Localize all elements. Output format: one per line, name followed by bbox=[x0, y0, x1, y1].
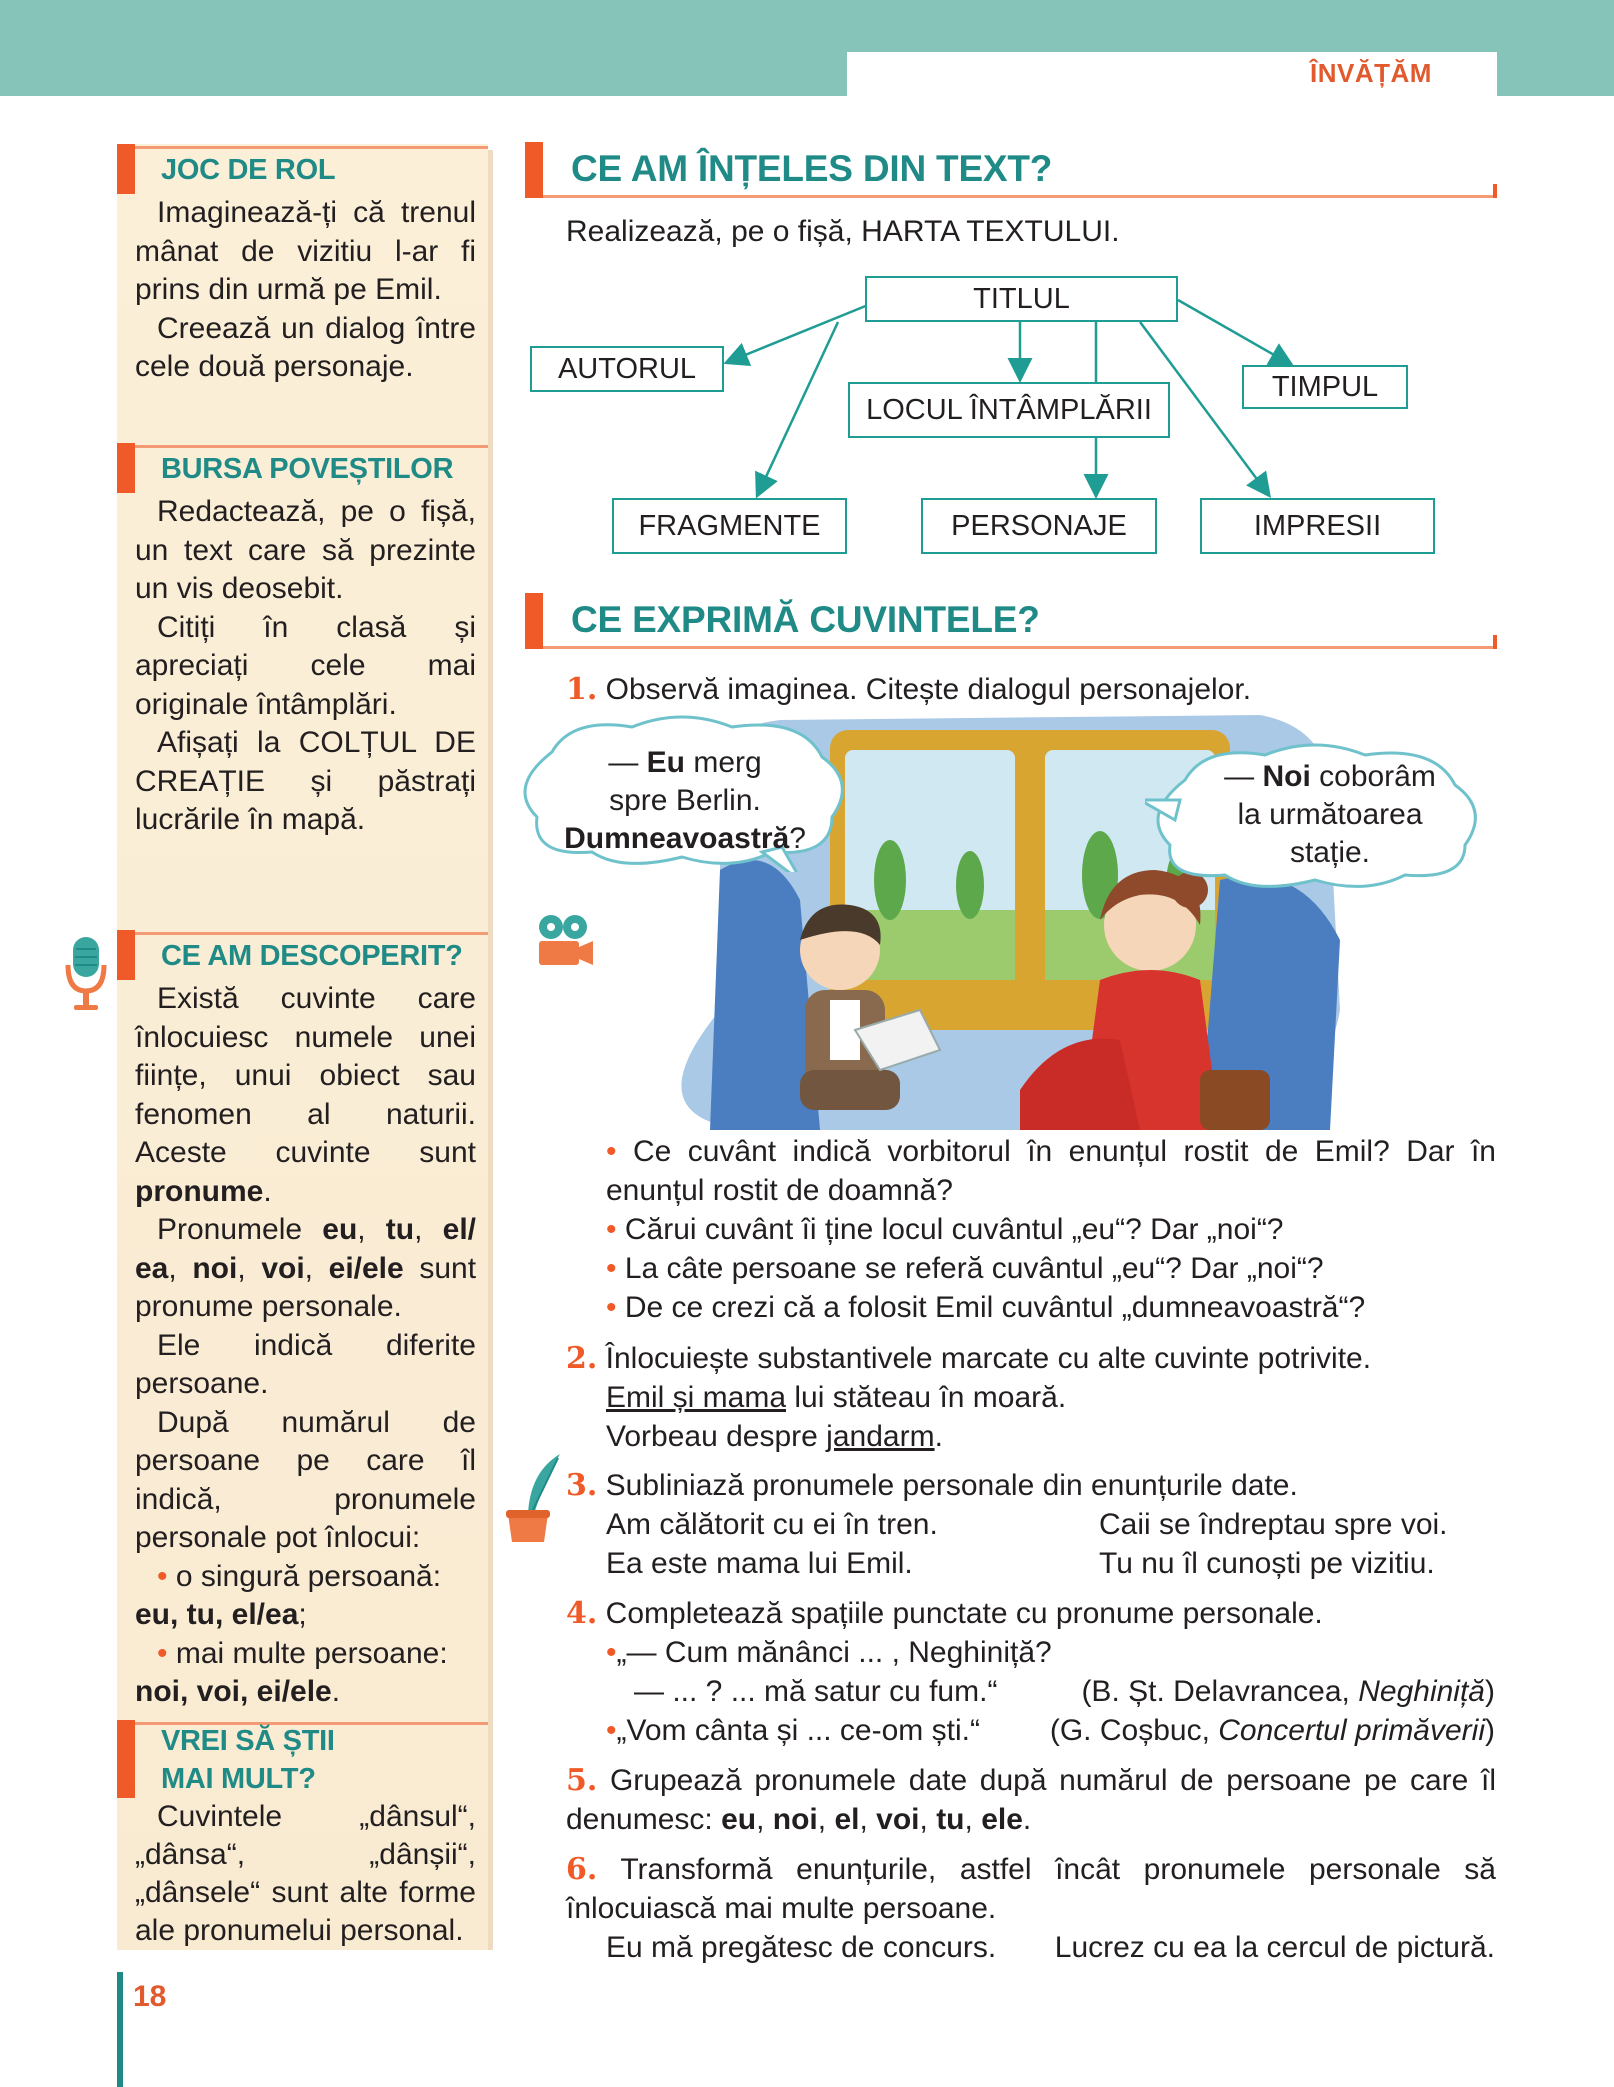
text-run: Există cuvinte care înlocuiesc numele unei ființe, unui obiect sau fenomen al naturii. Aceste cuvinte sunt bbox=[135, 982, 476, 1169]
question-2 bbox=[606, 1211, 1284, 1250]
quote-line: — ... ? ... mă satur cu fum.“ bbox=[634, 1675, 998, 1708]
map-node-author: AUTORUL bbox=[530, 346, 724, 392]
sidebar-title: JOC DE ROL bbox=[161, 154, 336, 186]
pronoun: ei/ele bbox=[328, 1251, 404, 1285]
pronoun: voi bbox=[261, 1251, 305, 1285]
text-run: Înlocuiește substantivele marcate cu alte cuvinte potrivite. bbox=[597, 1342, 1372, 1375]
bullet-icon: • bbox=[606, 1252, 617, 1285]
paragraph: Afișați la COLȚUL DE CREAȚIE și păstrați lucrările în mapă. bbox=[135, 726, 476, 836]
text-run: ? bbox=[789, 822, 806, 855]
text-run: coborâm bbox=[1310, 760, 1436, 793]
paragraph: Creează un dialog între cele două personaje. bbox=[135, 311, 476, 383]
bullet-icon: • bbox=[606, 1213, 617, 1246]
text-run: Ce cuvânt indică vorbitorul în enunțul rostit de Emil? Dar în bbox=[616, 1135, 1496, 1168]
text-run: „Vom cânta și ... ce-om ști.“ bbox=[616, 1714, 980, 1747]
dialogue-doamna bbox=[1195, 758, 1465, 872]
sentence: Eu mă pregătesc de concurs. bbox=[606, 1931, 997, 1964]
text-run: „— Cum mănânci ... , Neghiniță? bbox=[616, 1636, 1052, 1669]
exercise-number: 4. bbox=[566, 1596, 598, 1631]
heading-marker bbox=[525, 593, 543, 649]
pronoun: noi bbox=[772, 1803, 818, 1836]
section-heading-ce-exprima bbox=[525, 593, 1497, 649]
dialogue-emil bbox=[540, 744, 830, 858]
text-run: Transformă enunțurile, astfel încât pronumele personale să bbox=[597, 1853, 1496, 1886]
bullet-icon: • bbox=[606, 1291, 617, 1324]
pronoun: Eu bbox=[646, 746, 685, 779]
question-4 bbox=[606, 1289, 1365, 1328]
section-title: CE EXPRIMĂ CUVINTELE? bbox=[571, 599, 1040, 640]
title-line: VREI SĂ ȘTII bbox=[161, 1725, 335, 1757]
exercise-number: 5. bbox=[566, 1763, 598, 1798]
map-node-characters: PERSONAJE bbox=[921, 498, 1157, 554]
exercise-number: 6. bbox=[566, 1852, 598, 1887]
map-node-impressions: IMPRESII bbox=[1200, 498, 1435, 554]
question-1-cont: enunțul rostit de doamnă? bbox=[606, 1174, 953, 1207]
keyword: pronume bbox=[135, 1174, 264, 1208]
sidebar-text bbox=[117, 194, 488, 387]
section-heading-ce-am-inteles bbox=[525, 142, 1497, 198]
map-node-title: TITLUL bbox=[865, 276, 1178, 322]
pronoun: eu bbox=[721, 1803, 757, 1836]
microphone-icon bbox=[64, 935, 108, 1015]
sidebar-title bbox=[161, 1722, 335, 1798]
paragraph: Ele indică diferite persoane. bbox=[135, 1328, 476, 1400]
dialogue-line bbox=[540, 744, 830, 782]
heading-marker bbox=[117, 144, 135, 194]
sidebar-box-bursa-povestilor bbox=[117, 443, 488, 840]
text-run: Completează spațiile punctate cu pronume personale. bbox=[597, 1597, 1323, 1630]
bullet-icon: • bbox=[606, 1636, 617, 1669]
paragraph: După numărul de persoane pe care îl indică, pronumele personale pot înlocui: bbox=[135, 1405, 476, 1554]
bullet-icon: • bbox=[606, 1714, 617, 1747]
exercise-6-prompt bbox=[566, 1851, 1496, 1890]
map-node-fragments: FRAGMENTE bbox=[612, 498, 847, 554]
pronoun: noi bbox=[192, 1251, 238, 1285]
bullet-item bbox=[135, 1635, 476, 1674]
sidebar-title: BURSA POVEȘTILOR bbox=[161, 453, 454, 485]
sidebar-box-vrei-sa-stii bbox=[117, 1720, 488, 1950]
work-title: Neghiniță bbox=[1358, 1675, 1485, 1708]
heading-rule bbox=[135, 146, 488, 149]
exercise-6-line-2: înlocuiască mai multe persoane. bbox=[566, 1892, 997, 1925]
pronoun-list: noi, voi, ei/ele bbox=[135, 1675, 332, 1708]
heading-rule bbox=[543, 646, 1497, 649]
map-node-place: LOCUL ÎNTÂMPLĂRII bbox=[848, 382, 1170, 438]
sidebar-heading bbox=[117, 1720, 488, 1798]
sidebar-heading bbox=[117, 443, 488, 493]
page-number-bar bbox=[117, 1972, 123, 2087]
map-instruction: Realizează, pe o fișă, HARTA TEXTULUI. bbox=[566, 215, 1120, 248]
page-number: 18 bbox=[133, 1980, 167, 2013]
bullet-icon: • bbox=[157, 1636, 168, 1670]
title-line: MAI MULT? bbox=[161, 1763, 316, 1795]
exercise-2-line-1 bbox=[606, 1379, 1066, 1418]
text-run: . bbox=[1022, 1803, 1032, 1836]
exercise-4-prompt bbox=[566, 1595, 1323, 1634]
section-tab-label: ÎNVĂȚĂM bbox=[1310, 58, 1432, 88]
sidebar-heading bbox=[117, 144, 488, 194]
text-run: (G. Coșbuc, bbox=[1049, 1714, 1219, 1747]
exercise-3-prompt bbox=[566, 1467, 1298, 1506]
quote-source bbox=[1050, 1712, 1495, 1751]
bullet-icon: • bbox=[606, 1135, 617, 1168]
paragraph: Imaginează-ți că trenul mânat de vizitiu l-ar fi prins din urmă pe Emil. bbox=[135, 196, 476, 306]
quote-line bbox=[606, 1634, 1052, 1673]
sidebar-box-ce-am-descoperit bbox=[117, 930, 488, 1712]
text-run: lui stăteau în moară. bbox=[786, 1381, 1067, 1414]
text-run: denumesc: bbox=[566, 1803, 722, 1836]
pronoun: eu bbox=[322, 1213, 358, 1246]
text-run: Grupează pronumele date după numărul de persoane pe care îl bbox=[597, 1764, 1496, 1797]
sentence: Lucrez cu ea la cercul de pictură. bbox=[1054, 1931, 1495, 1964]
heading-marker bbox=[117, 930, 135, 980]
text-run: Observă imaginea. Citește dialogul personajelor. bbox=[597, 673, 1252, 706]
work-title: Concertul primăverii bbox=[1218, 1714, 1485, 1747]
sentence: Am călătorit cu ei în tren. bbox=[606, 1508, 938, 1541]
text-run: Cărui cuvânt îi ține locul cuvântul „eu“? Dar „noi“? bbox=[616, 1213, 1284, 1246]
question-1 bbox=[606, 1133, 1496, 1172]
exercise-number: 3. bbox=[566, 1468, 598, 1503]
dialogue-line bbox=[540, 820, 830, 858]
pronoun: tu bbox=[385, 1213, 415, 1246]
heading-rule bbox=[543, 195, 1497, 198]
paragraph bbox=[135, 980, 476, 1211]
text-run: La câte persoane se referă cuvântul „eu“? Dar „noi“? bbox=[616, 1252, 1324, 1285]
heading-marker bbox=[117, 1720, 135, 1798]
text-run: — bbox=[608, 746, 647, 779]
exercise-5-prompt bbox=[566, 1762, 1496, 1801]
sentence: Tu nu îl cunoști pe vizitiu. bbox=[1099, 1547, 1435, 1580]
sentence: Caii se îndreptau spre voi. bbox=[1099, 1508, 1448, 1541]
bullet-list: noi, voi, ei/ele. bbox=[135, 1675, 341, 1708]
pronoun: Dumneavoastră bbox=[564, 822, 790, 855]
heading-marker bbox=[117, 443, 135, 493]
question-3 bbox=[606, 1250, 1324, 1289]
text-run: De ce crezi că a folosit Emil cuvântul „dumneavoastră“? bbox=[616, 1291, 1366, 1324]
paragraph: Redactează, pe o fișă, un text care să prezinte un vis deosebit. bbox=[135, 495, 476, 605]
heading-tick bbox=[1493, 635, 1497, 649]
exercise-number: 1. bbox=[566, 672, 598, 707]
sidebar-title: CE AM DESCOPERIT? bbox=[161, 940, 463, 972]
sidebar-heading bbox=[117, 930, 488, 980]
exercise-2-line-2 bbox=[606, 1418, 943, 1457]
sidebar-box-joc-de-rol bbox=[117, 144, 488, 387]
dialogue-line bbox=[1195, 758, 1465, 796]
text-run: Subliniază pronumele personale din enunțurile date. bbox=[597, 1469, 1298, 1502]
exercise-5-line-2: denumesc: eu, noi, el, voi, tu, ele. bbox=[566, 1803, 1032, 1836]
text-run: . bbox=[934, 1420, 943, 1453]
exercise-number: 2. bbox=[566, 1341, 598, 1376]
film-camera-icon bbox=[533, 913, 597, 969]
dialogue-line: spre Berlin. bbox=[609, 784, 761, 817]
bullet-icon: • bbox=[157, 1559, 168, 1593]
paragraph: Citiți în clasă și apreciați cele mai originale întâmplări. bbox=[135, 610, 476, 721]
dialogue-line: la următoarea bbox=[1237, 798, 1423, 831]
pronoun: tu bbox=[936, 1803, 965, 1836]
sidebar-text bbox=[117, 493, 488, 840]
text-run: o singură persoană: bbox=[167, 1559, 442, 1593]
text-run: merg bbox=[685, 746, 762, 779]
sidebar-text bbox=[117, 980, 488, 1712]
heading-rule bbox=[135, 932, 488, 935]
text-run: Vorbeau despre bbox=[606, 1420, 827, 1453]
text-run: . bbox=[263, 1174, 272, 1208]
dialogue-line: stație. bbox=[1289, 836, 1371, 869]
paragraph: Cuvintele „dânsul“, „dânsa“, „dânșii“, „dânsele“ sunt alte forme ale pronumelui personal. bbox=[135, 1800, 476, 1947]
quote-source bbox=[1081, 1673, 1495, 1712]
pronoun: Noi bbox=[1262, 760, 1311, 793]
sentence: Ea este mama lui Emil. bbox=[606, 1547, 913, 1580]
text-run: Pronumele bbox=[157, 1213, 323, 1246]
quote-line bbox=[606, 1712, 980, 1751]
quill-inkpot-icon bbox=[500, 1452, 566, 1544]
exercise-1-prompt bbox=[566, 671, 1251, 710]
heading-rule bbox=[135, 445, 488, 448]
text-run: (B. Șt. Delavrancea, bbox=[1081, 1675, 1359, 1708]
pronoun: ele bbox=[981, 1803, 1023, 1836]
text-run: — bbox=[1224, 760, 1263, 793]
marked-noun: Emil și mama bbox=[606, 1381, 787, 1414]
map-node-time: TIMPUL bbox=[1242, 365, 1408, 409]
bullet-list: eu, tu, el/ea; bbox=[135, 1598, 307, 1631]
paragraph: Pronumele eu, tu, el/ ea, noi, voi, ei/ele sunt pronume personale. bbox=[135, 1213, 477, 1323]
sidebar-text bbox=[117, 1798, 488, 1950]
pronoun: voi bbox=[876, 1803, 920, 1836]
bullet-item bbox=[135, 1558, 476, 1597]
marked-noun: jandarm bbox=[826, 1420, 935, 1453]
exercise-2-prompt bbox=[566, 1340, 1371, 1379]
pronoun: el bbox=[834, 1803, 860, 1836]
text-run: sunt pronume personale. bbox=[135, 1251, 477, 1323]
heading-tick bbox=[1493, 184, 1497, 198]
heading-marker bbox=[525, 142, 543, 198]
pronoun-list: eu, tu, el/ea bbox=[135, 1598, 299, 1631]
text-run: ) bbox=[1485, 1714, 1495, 1747]
text-run: ) bbox=[1485, 1675, 1495, 1708]
section-title: CE AM ÎNȚELES DIN TEXT? bbox=[571, 148, 1053, 189]
pronoun: el/ ea bbox=[135, 1213, 476, 1285]
text-run: mai multe persoane: bbox=[167, 1636, 448, 1670]
